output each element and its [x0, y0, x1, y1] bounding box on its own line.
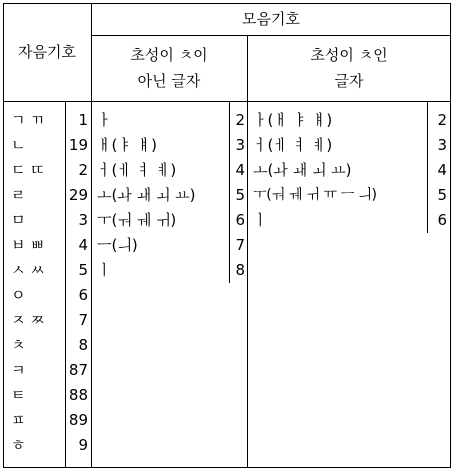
vowel-code: 2 [235, 111, 245, 129]
consonant-code: 9 [78, 436, 88, 454]
vowel-code: 4 [235, 161, 245, 179]
vowel-code: 6 [437, 211, 447, 229]
vowel-code: 5 [235, 186, 245, 204]
consonant-code: 19 [68, 136, 88, 154]
vowel-group: ㅓ(ㅔ ㅕ ㅖ) [253, 136, 333, 154]
vowel-group: ㅣ [97, 261, 112, 279]
not-chieut-header-line2: 아닌 글자 [137, 72, 201, 90]
vowel-group: ㅏ [97, 111, 112, 129]
vowel-code: 2 [437, 111, 447, 129]
consonant-code: 2 [78, 161, 88, 179]
vowel-group: ㅣ [253, 211, 268, 229]
consonant-code: 88 [68, 386, 88, 404]
consonant-jamo: ㄷ ㄸ [11, 161, 45, 179]
vowel-code: 6 [235, 211, 245, 229]
consonant-jamo: ㄴ [11, 136, 26, 154]
chieut-header-line1: 초성이 ㅊ인 [310, 46, 388, 64]
vowel-code: 4 [437, 161, 447, 179]
consonant-jamo: ㅊ [11, 336, 26, 354]
consonant-code-header: 자음기호 [18, 43, 76, 61]
consonant-code: 87 [68, 361, 88, 379]
consonant-jamo: ㅅ ㅆ [11, 261, 45, 279]
vowel-code: 3 [437, 136, 447, 154]
consonant-code: 8 [78, 336, 88, 354]
consonant-jamo: ㄹ [11, 186, 26, 204]
consonant-jamo: ㅋ [11, 361, 26, 379]
vowel-group: ㅗ(ㅘ ㅙ ㅚ ㅛ) [253, 161, 352, 179]
vowel-code: 7 [235, 236, 245, 254]
vowel-code: 3 [235, 136, 245, 154]
consonant-code: 3 [78, 211, 88, 229]
consonant-jamo: ㅌ [11, 386, 26, 404]
chieut-header-line2: 글자 [334, 72, 364, 90]
vowel-group: ㅐ(ㅑ ㅒ) [97, 136, 157, 154]
vowel-code: 8 [235, 261, 245, 279]
consonant-jamo: ㅍ [11, 411, 26, 429]
consonant-jamo: ㄱ ㄲ [11, 111, 45, 129]
consonant-jamo: ㅂ ㅃ [11, 236, 45, 254]
code-table [3, 3, 451, 468]
vowel-group: ㅏ(ㅐ ㅑ ㅒ) [253, 111, 333, 129]
consonant-jamo: ㅎ [11, 436, 26, 454]
consonant-code: 5 [78, 261, 88, 279]
consonant-code: 4 [78, 236, 88, 254]
consonant-jamo: ㅁ [11, 211, 26, 229]
consonant-code: 6 [78, 286, 88, 304]
vowel-code-header: 모음기호 [242, 10, 300, 28]
consonant-code: 89 [68, 411, 88, 429]
consonant-code: 1 [78, 111, 88, 129]
not-chieut-header-line1: 초성이 ㅊ이 [130, 46, 208, 64]
vowel-group: ㅓ(ㅔ ㅕ ㅖ) [97, 161, 177, 179]
vowel-group: ㅗ(ㅘ ㅙ ㅚ ㅛ) [97, 186, 196, 204]
vowel-group: ㅜ(ㅝ ㅞ ㅟ) [97, 211, 177, 229]
vowel-code: 5 [437, 186, 447, 204]
consonant-jamo: ㅈ ㅉ [11, 311, 45, 329]
consonant-jamo: ㅇ [11, 286, 26, 304]
vowel-group: ㅡ(ㅢ) [97, 236, 138, 254]
consonant-code: 7 [78, 311, 88, 329]
consonant-code: 29 [68, 186, 88, 204]
vowel-group: ㅜ(ㅝ ㅞ ㅟ ㅠ ㅡ ㅢ) [253, 187, 377, 203]
